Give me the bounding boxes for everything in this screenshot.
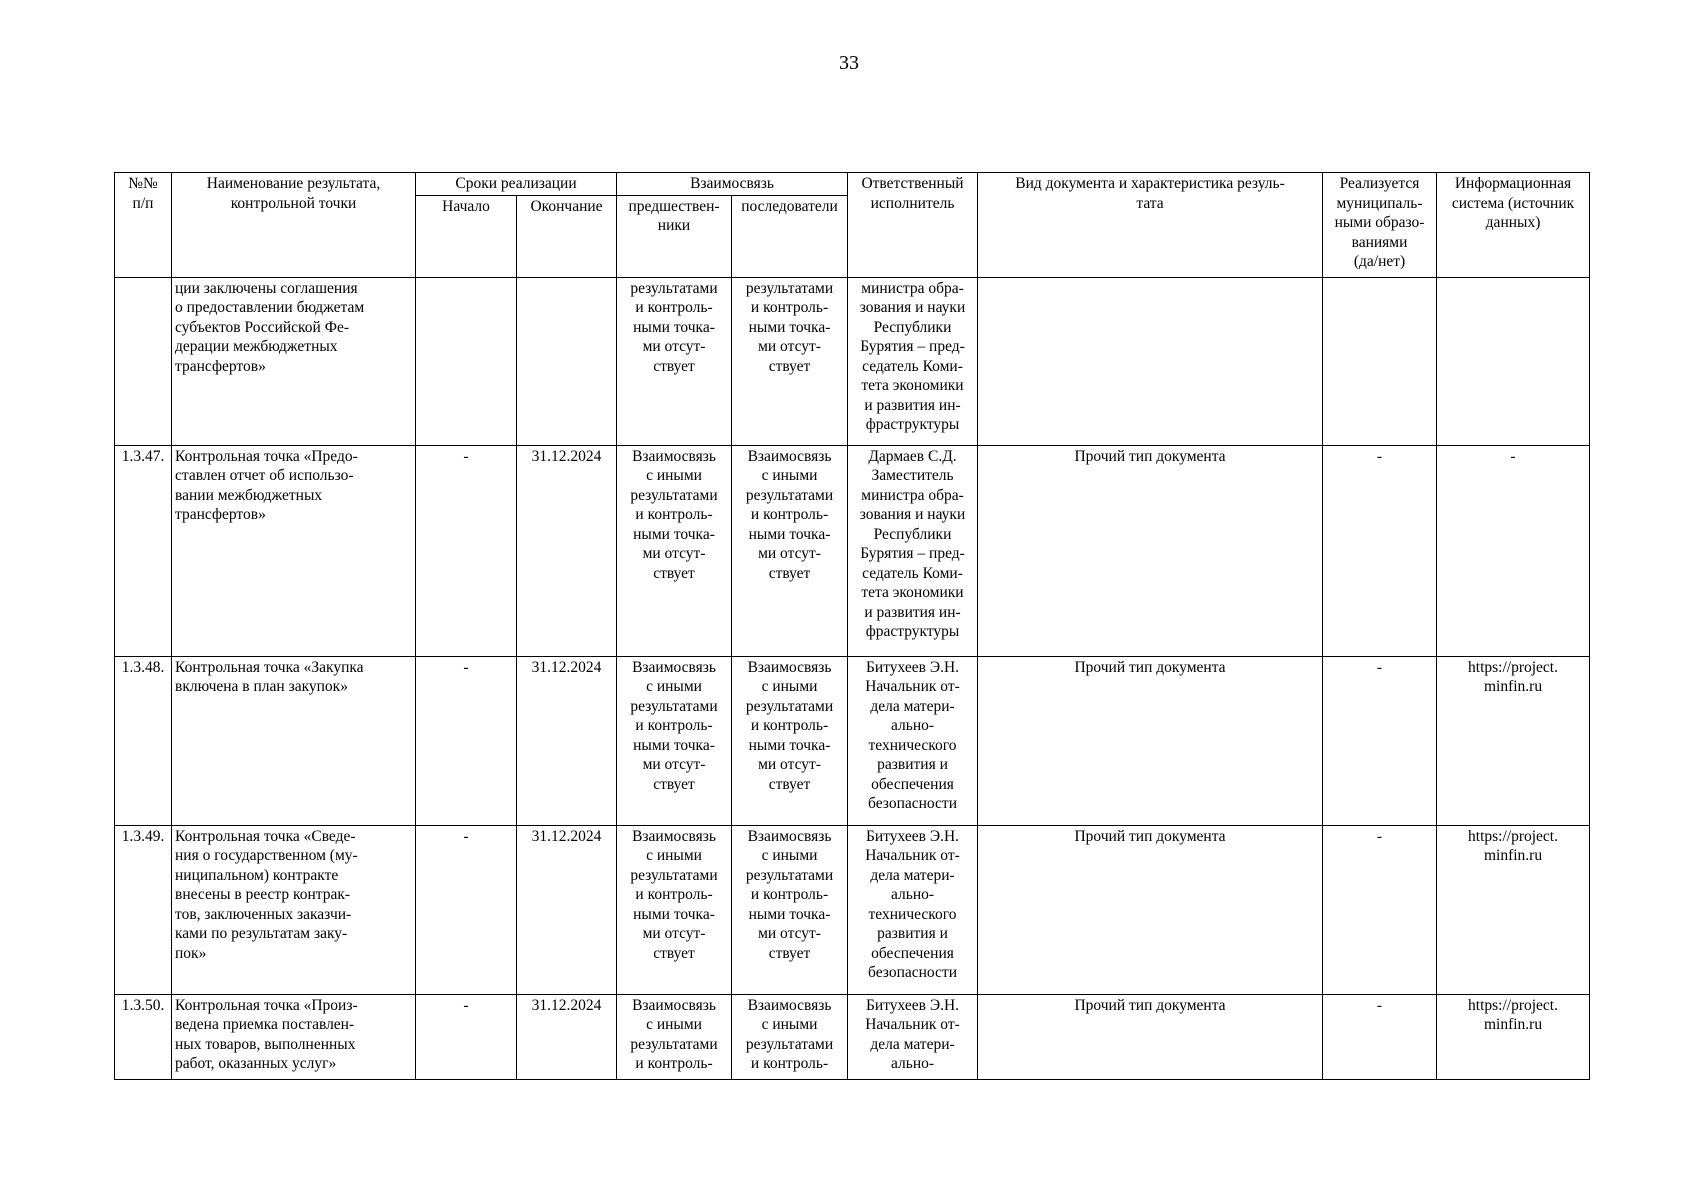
header-relation: Взаимосвязь — [617, 173, 848, 196]
row-infosystem: https://project. minfin.ru — [1437, 825, 1590, 994]
row-num: 1.3.49. — [115, 825, 172, 994]
header-end: Окончание — [517, 195, 617, 277]
row-successors: Взаимосвязь с иными результатами и контроль- ными точка- ми отсут- ствует — [732, 825, 848, 994]
row-end: 31.12.2024 — [517, 445, 617, 656]
row-start: - — [416, 994, 517, 1079]
row-end: 31.12.2024 — [517, 656, 617, 825]
row-predecessors: результатами и контроль- ными точка- ми отсут- ствует — [617, 277, 732, 445]
row-document: Прочий тип документа — [978, 825, 1323, 994]
row-responsible: Битухеев Э.Н. Начальник от- дела матери- ально- технического развития и обеспечения безопасности — [848, 825, 978, 994]
row-infosystem: https://project. minfin.ru — [1437, 994, 1590, 1079]
page-number: 33 — [839, 52, 859, 74]
header-responsible: Ответственный исполнитель — [848, 173, 978, 278]
row-municipal: - — [1323, 445, 1437, 656]
row-document: Прочий тип документа — [978, 656, 1323, 825]
row-name: Контрольная точка «Сведе- ния о государственном (му- ниципальном) контракте внесены в реестр контрак- тов, заключенных заказчи- ками по результатам заку- пок» — [172, 825, 416, 994]
row-infosystem: - — [1437, 445, 1590, 656]
row-predecessors: Взаимосвязь с иными результатами и контроль- — [617, 994, 732, 1079]
row-start: - — [416, 825, 517, 994]
table-row — [115, 994, 1590, 1079]
row-name: Контрольная точка «Закупка включена в план закупок» — [172, 656, 416, 825]
header-infosystem: Информационная система (источник данных) — [1437, 173, 1590, 278]
row-responsible: Битухеев Э.Н. Начальник от- дела матери- ально- технического развития и обеспечения безопасности — [848, 656, 978, 825]
row-num: 1.3.50. — [115, 994, 172, 1079]
row-successors: Взаимосвязь с иными результатами и контроль- ными точка- ми отсут- ствует — [732, 656, 848, 825]
header-municipal: Реализуется муниципаль- ными образо- ваниями (да/нет) — [1323, 173, 1437, 278]
row-municipal — [1323, 277, 1437, 445]
row-name: Контрольная точка «Произ- ведена приемка поставлен- ных товаров, выполненных работ, оказанных услуг» — [172, 994, 416, 1079]
row-document: Прочий тип документа — [978, 994, 1323, 1079]
row-document — [978, 277, 1323, 445]
row-document: Прочий тип документа — [978, 445, 1323, 656]
header-name: Наименование результата, контрольной точки — [172, 173, 416, 278]
table-row — [115, 445, 1590, 656]
row-num — [115, 277, 172, 445]
row-successors: результатами и контроль- ными точка- ми отсут- ствует — [732, 277, 848, 445]
row-infosystem — [1437, 277, 1590, 445]
row-end: 31.12.2024 — [517, 994, 617, 1079]
table-row — [115, 825, 1590, 994]
row-name: ции заключены соглашения о предоставлении бюджетам субъектов Российской Фе- дерации межбюджетных трансфертов» — [172, 277, 416, 445]
row-municipal: - — [1323, 656, 1437, 825]
row-num: 1.3.48. — [115, 656, 172, 825]
row-predecessors: Взаимосвязь с иными результатами и контроль- ными точка- ми отсут- ствует — [617, 656, 732, 825]
row-municipal: - — [1323, 825, 1437, 994]
row-start: - — [416, 445, 517, 656]
row-num: 1.3.47. — [115, 445, 172, 656]
row-name: Контрольная точка «Предо- ставлен отчет об использо- вании межбюджетных трансфертов» — [172, 445, 416, 656]
header-predecessors: предшествен- ники — [617, 195, 732, 277]
header-timing: Сроки реализации — [416, 173, 617, 196]
row-successors: Взаимосвязь с иными результатами и контроль- — [732, 994, 848, 1079]
row-predecessors: Взаимосвязь с иными результатами и контроль- ными точка- ми отсут- ствует — [617, 445, 732, 656]
header-start: Начало — [416, 195, 517, 277]
table-row — [115, 277, 1590, 445]
header-successors: последователи — [732, 195, 848, 277]
row-start: - — [416, 656, 517, 825]
row-responsible: Дармаев С.Д. Заместитель министра обра- зования и науки Республики Бурятия – пред- седатель Коми- тета экономики и развития ин- фраструктуры — [848, 445, 978, 656]
table-row — [115, 656, 1590, 825]
row-infosystem: https://project. minfin.ru — [1437, 656, 1590, 825]
row-end: 31.12.2024 — [517, 825, 617, 994]
header-num: №№ п/п — [115, 173, 172, 278]
row-end — [517, 277, 617, 445]
row-responsible: министра обра- зования и науки Республики Бурятия – пред- седатель Коми- тета экономики и развития ин- фраструктуры — [848, 277, 978, 445]
row-municipal: - — [1323, 994, 1437, 1079]
row-successors: Взаимосвязь с иными результатами и контроль- ными точка- ми отсут- ствует — [732, 445, 848, 656]
results-table — [114, 172, 1590, 1080]
row-start — [416, 277, 517, 445]
row-predecessors: Взаимосвязь с иными результатами и контроль- ными точка- ми отсут- ствует — [617, 825, 732, 994]
header-document: Вид документа и характеристика резуль- тата — [978, 173, 1323, 278]
row-responsible: Битухеев Э.Н. Начальник от- дела матери- ально- — [848, 994, 978, 1079]
